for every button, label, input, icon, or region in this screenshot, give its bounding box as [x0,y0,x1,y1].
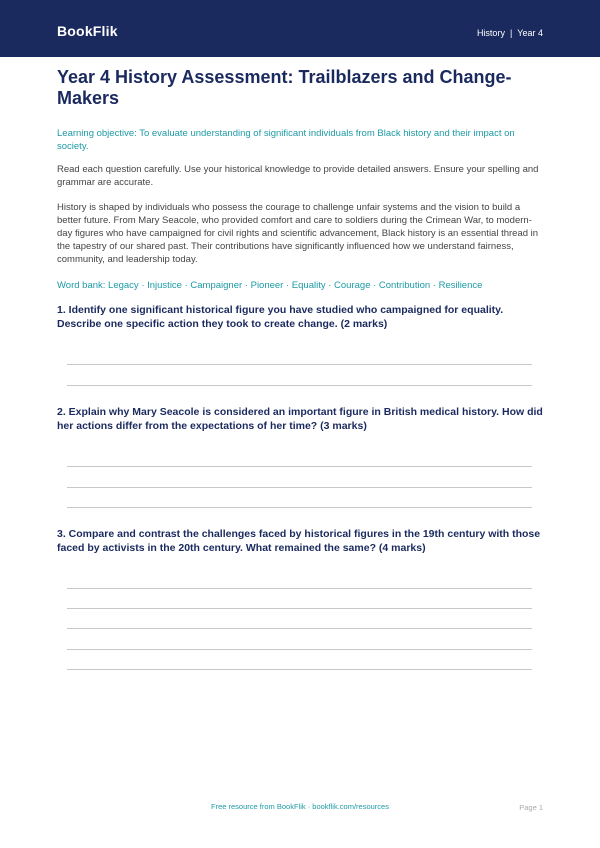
header-meta [477,28,543,38]
intro-paragraph: History is shaped by individuals who possess the courage to challenge unfair systems and the vision to build a better future. From Mary Seacole, who provided comfort and care to soldiers during the Crimean War, to modern-day figures who have campaigned for civil rights and scientific advancement, Black history is an essential thread in the tapestry of our shared past. Their contributions have significantly influenced how we understand fairness, community, and leadership today. [57,202,539,265]
page-number: Page 1 [519,803,543,812]
answer-line[interactable] [67,487,532,488]
question-2: 2. Explain why Mary Seacole is considered an important figure in British medical history. How did her actions differ from the expectations of her time? (3 marks) [57,406,543,432]
subject-label: History [476,28,505,38]
brand-logo-text[interactable]: BookFlik [57,23,118,39]
learning-objective: Learning objective: To evaluate understanding of significant individuals from Black history and their impact on society. [57,128,515,152]
worksheet-intro [57,67,543,292]
answer-line[interactable] [67,649,532,650]
answer-line[interactable] [67,669,532,670]
answer-line[interactable] [67,507,532,508]
instructions-text: Read each question carefully. Use your historical knowledge to provide detailed answers. Ensure your spelling and grammar are accurate. [57,164,539,188]
answer-line[interactable] [67,385,532,386]
question-1: 1. Identify one significant historical figure you have studied who campaigned for equality. Describe one specific action they took to create change. (2 marks) [57,304,504,330]
word-bank: Word bank: Legacy · Injustice · Campaigner · Pioneer · Equality · Courage · Contribution · Resilience [57,280,483,291]
answer-line[interactable] [67,364,532,365]
worksheet-title: Year 4 History Assessment: Trailblazers and Change-Makers [57,67,512,108]
header-bar [0,0,600,57]
answer-line[interactable] [67,466,532,467]
year-label: Year 4 [517,28,543,38]
header-separator: | [509,28,513,38]
footer-resource-link[interactable]: Free resource from BookFlik · bookflik.com/resources [211,802,389,811]
question-3: 3. Compare and contrast the challenges faced by historical figures in the 19th century with those faced by activists in the 20th century. What remained the same? (4 marks) [57,528,541,554]
answer-line[interactable] [67,608,532,609]
answer-line[interactable] [67,628,532,629]
answer-line[interactable] [67,588,532,589]
